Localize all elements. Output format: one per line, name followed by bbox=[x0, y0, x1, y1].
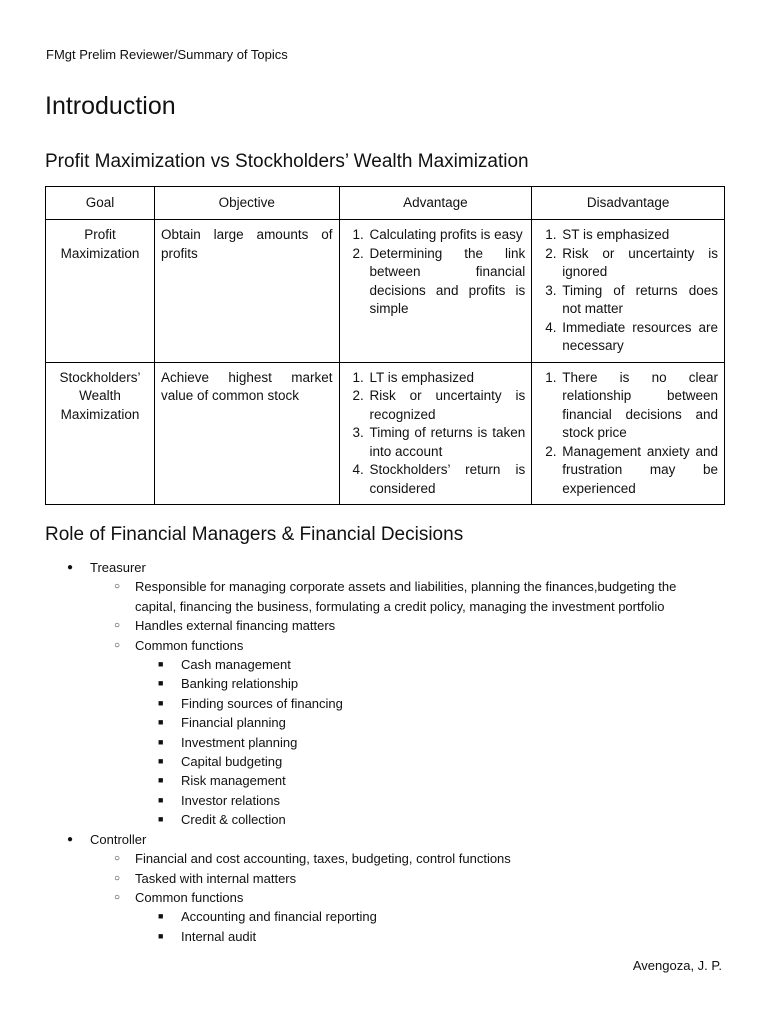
role-details-list bbox=[90, 577, 768, 829]
advantage-item: 2. Determining the link between financial decisions and profits is simple bbox=[368, 245, 526, 319]
advantage-item: 2. Risk or uncertainty is recognized bbox=[368, 387, 526, 424]
advantage-item: 3. Timing of returns is taken into account bbox=[368, 424, 526, 461]
square-bullet-icon: ■ bbox=[158, 756, 164, 767]
square-bullet-icon: ■ bbox=[158, 659, 164, 670]
role-detail-text: Handles external financing matters bbox=[135, 618, 336, 634]
function-text: Banking relationship bbox=[181, 676, 299, 692]
role-detail-text: Financial and cost accounting, taxes, budgeting, control functions bbox=[135, 851, 511, 867]
advantage-item: 1. Calculating profits is easy bbox=[368, 226, 526, 245]
disadvantage-item: 1. ST is emphasized bbox=[560, 226, 718, 245]
document-header: FMgt Prelim Reviewer/Summary of Topics bbox=[46, 47, 288, 62]
table-row bbox=[46, 362, 725, 505]
hollow-circle-bullet-icon: ○ bbox=[114, 891, 121, 903]
function-text: Financial planning bbox=[181, 715, 286, 731]
disadvantage-item: 3. Timing of returns does not matter bbox=[560, 282, 718, 319]
square-bullet-icon: ■ bbox=[158, 911, 164, 922]
column-header-objective: Objective bbox=[154, 187, 339, 220]
role-detail-item bbox=[0, 577, 768, 616]
hollow-circle-bullet-icon: ○ bbox=[114, 853, 121, 865]
section-title: Introduction bbox=[45, 92, 176, 120]
function-text: Investor relations bbox=[181, 792, 280, 808]
column-header-advantage: Advantage bbox=[339, 187, 532, 220]
disadvantage-item: 1. There is no clear relationship between financial decisions and stock price bbox=[560, 369, 718, 443]
square-bullet-icon: ■ bbox=[158, 697, 164, 708]
advantage-item: 4. Stockholders’ return is considered bbox=[368, 461, 526, 498]
roles-section-title: Role of Financial Managers & Financial Decisions bbox=[45, 524, 464, 545]
role-details-list bbox=[90, 849, 768, 946]
disadvantage-cell bbox=[532, 220, 725, 363]
square-bullet-icon: ■ bbox=[158, 775, 164, 786]
square-bullet-icon: ■ bbox=[158, 814, 164, 825]
filled-circle-bullet-icon: ● bbox=[67, 562, 74, 573]
goal-cell: Stockholders’ Wealth Maximization bbox=[46, 362, 155, 505]
role-detail-text: Responsible for managing corporate assets and liabilities, planning the finances,budgeting the capital, financing the business, formulating a credit policy, managing the investment portfolio bbox=[135, 579, 677, 614]
table-row bbox=[46, 220, 725, 363]
function-item bbox=[0, 927, 768, 946]
square-bullet-icon: ■ bbox=[158, 794, 164, 805]
function-text: Cash management bbox=[181, 657, 291, 673]
advantage-item: 1. LT is emphasized bbox=[368, 369, 526, 388]
role-item-controller bbox=[0, 830, 768, 946]
role-name: Controller bbox=[90, 831, 147, 847]
function-text: Finding sources of financing bbox=[181, 695, 343, 711]
disadvantage-list bbox=[538, 226, 718, 356]
filled-circle-bullet-icon: ● bbox=[67, 833, 74, 845]
hollow-circle-bullet-icon: ○ bbox=[114, 620, 121, 632]
disadvantage-item: 4. Immediate resources are necessary bbox=[560, 319, 718, 356]
advantage-list bbox=[346, 226, 526, 319]
functions-list bbox=[135, 655, 768, 830]
role-detail-item bbox=[0, 616, 768, 635]
goal-cell: Profit Maximization bbox=[46, 220, 155, 363]
role-item-treasurer bbox=[0, 558, 768, 830]
role-name: Treasurer bbox=[90, 560, 146, 575]
square-bullet-icon: ■ bbox=[158, 736, 164, 747]
function-item bbox=[0, 655, 768, 674]
disadvantage-cell bbox=[532, 362, 725, 505]
author-footer: Avengoza, J. P. bbox=[632, 958, 722, 973]
role-detail-text: Common functions bbox=[135, 889, 244, 905]
function-text: Capital budgeting bbox=[181, 754, 283, 770]
hollow-circle-bullet-icon: ○ bbox=[114, 639, 121, 651]
advantage-cell bbox=[339, 220, 532, 363]
objective-cell: Obtain large amounts of profits bbox=[154, 220, 339, 363]
function-text: Accounting and financial reporting bbox=[181, 909, 377, 925]
function-item bbox=[0, 810, 768, 829]
square-bullet-icon: ■ bbox=[158, 717, 164, 728]
role-detail-text: Tasked with internal matters bbox=[135, 870, 297, 886]
hollow-circle-bullet-icon: ○ bbox=[114, 872, 121, 884]
function-text: Risk management bbox=[181, 773, 286, 789]
roles-list bbox=[0, 558, 768, 946]
role-detail-item bbox=[0, 636, 768, 830]
comparison-table bbox=[45, 186, 725, 505]
square-bullet-icon: ■ bbox=[158, 930, 164, 941]
role-detail-item bbox=[0, 888, 768, 946]
disadvantage-list bbox=[538, 369, 718, 499]
function-item bbox=[0, 674, 768, 693]
function-item bbox=[0, 694, 768, 713]
disadvantage-item: 2. Risk or uncertainty is ignored bbox=[560, 245, 718, 282]
function-item bbox=[0, 791, 768, 810]
role-detail-item bbox=[0, 869, 768, 888]
roles-outline bbox=[0, 558, 768, 946]
column-header-goal: Goal bbox=[46, 187, 155, 220]
function-item bbox=[0, 733, 768, 752]
functions-list bbox=[135, 907, 768, 946]
table-header-row bbox=[46, 187, 725, 220]
function-item bbox=[0, 752, 768, 771]
function-text: Investment planning bbox=[181, 734, 298, 750]
square-bullet-icon: ■ bbox=[158, 678, 164, 689]
advantage-cell bbox=[339, 362, 532, 505]
disadvantage-item: 2. Management anxiety and frustration may be experienced bbox=[560, 443, 718, 499]
advantage-list bbox=[346, 369, 526, 499]
function-item bbox=[0, 713, 768, 732]
function-text: Credit & collection bbox=[181, 812, 286, 828]
function-item bbox=[0, 771, 768, 790]
table-section-title: Profit Maximization vs Stockholders’ Wealth Maximization bbox=[45, 151, 529, 172]
function-item bbox=[0, 907, 768, 926]
role-detail-item bbox=[0, 849, 768, 868]
objective-cell: Achieve highest market value of common stock bbox=[154, 362, 339, 505]
role-detail-text: Common functions bbox=[135, 637, 244, 653]
column-header-disadvantage: Disadvantage bbox=[532, 187, 725, 220]
hollow-circle-bullet-icon: ○ bbox=[114, 581, 121, 593]
function-text: Internal audit bbox=[181, 928, 257, 944]
